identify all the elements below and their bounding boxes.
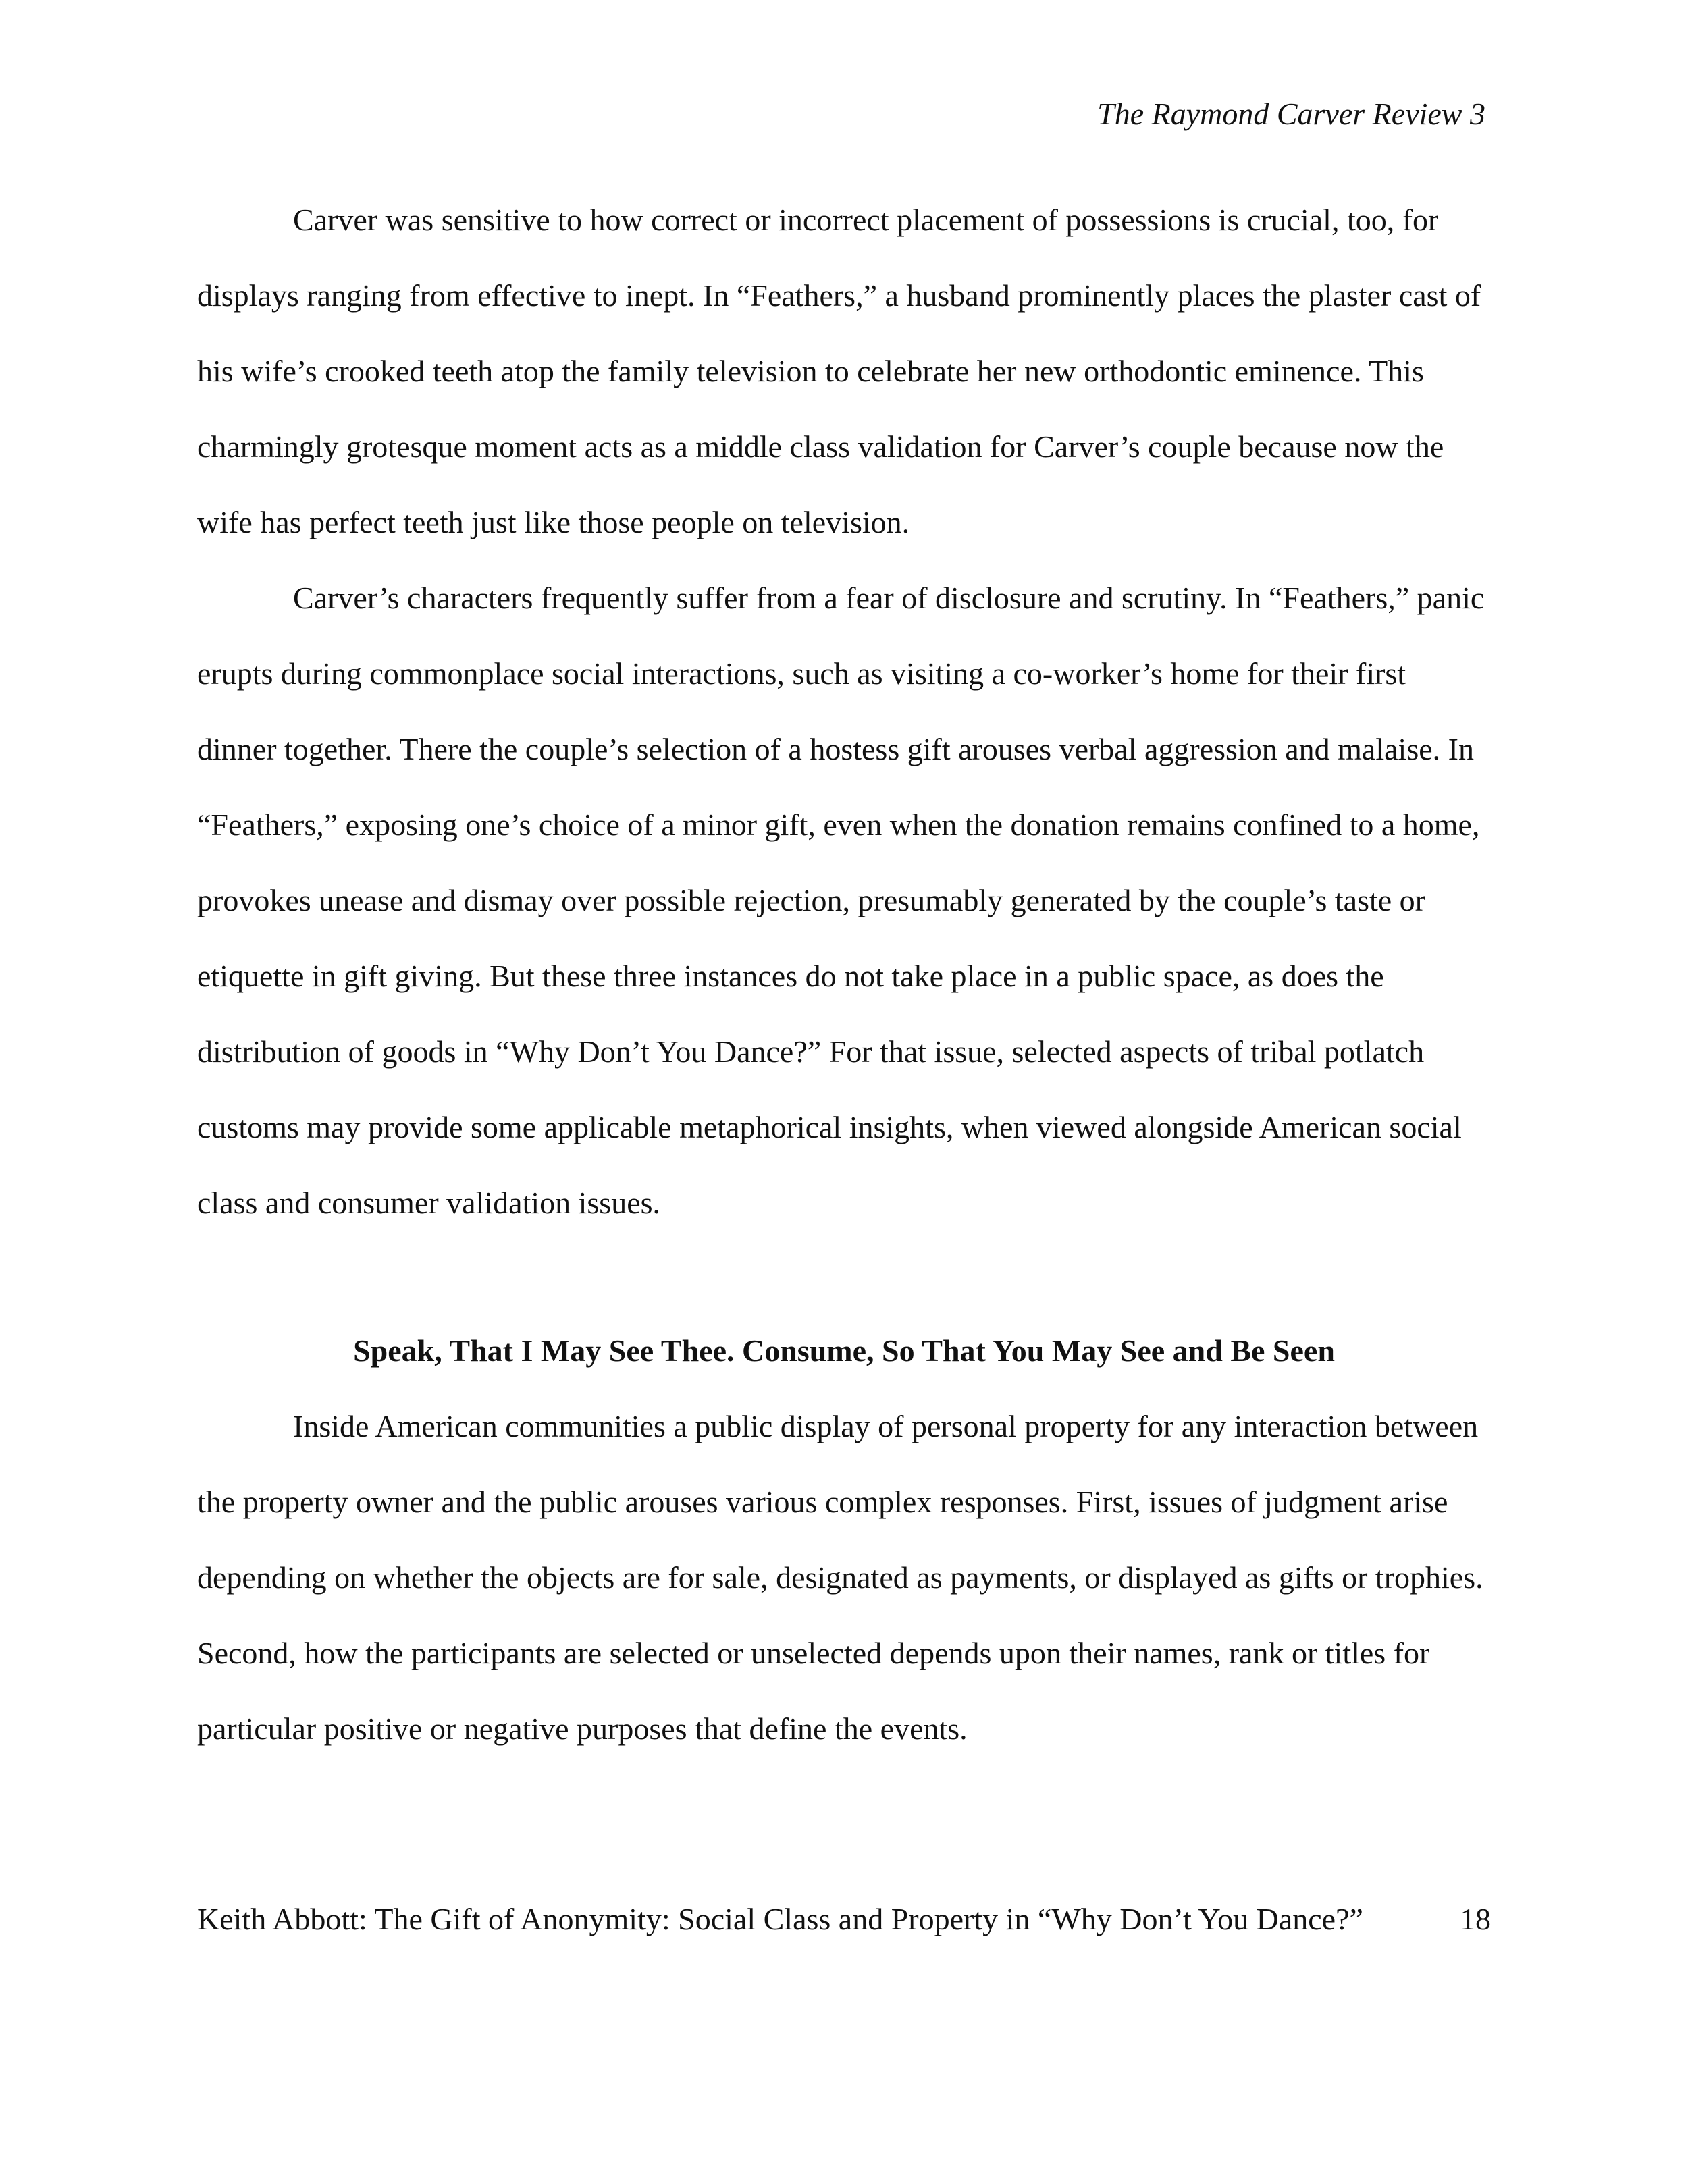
section-heading: Speak, That I May See Thee. Consume, So That You May See and Be Seen xyxy=(353,1333,1335,1368)
body-text-section-1 xyxy=(197,182,1491,1241)
page-footer xyxy=(197,1904,1491,1935)
paragraph-public-display: Inside American communities a public display of personal property for any interaction between the property owner and the public arouses various complex responses. First, issues of judgment arise depending on whether the objects are for sale, designated as payments, or displayed as gifts or trophies. Second, how the participants are selected or unselected depends upon their names, rank or titles for particular positive or negative purposes that define the events. xyxy=(197,1409,1483,1746)
paragraph-fear-of-disclosure: Carver’s characters frequently suffer from a fear of disclosure and scrutiny. In “Feathers,” panic erupts during commonplace social interactions, such as visiting a co-worker’s home for their first dinner together. There the couple’s selection of a hostess gift arouses verbal aggression and malaise. In “Feathers,” exposing one’s choice of a minor gift, even when the donation remains confined to a home, provokes unease and dismay over possible rejection, presumably generated by the couple’s taste or etiquette in gift giving. But these three instances do not take place in a public space, as does the distribution of goods in “Why Don’t You Dance?” For that issue, selected aspects of tribal potlatch customs may provide some applicable metaphorical insights, when viewed alongside American social class and consumer validation issues. xyxy=(197,581,1485,1220)
paragraph-placement-of-possessions: Carver was sensitive to how correct or incorrect placement of possessions is crucial, too, for displays ranging from effective to inept. In “Feathers,” a husband prominently places the plaster cast of his wife’s crooked teeth atop the family television to celebrate her new orthodontic eminence. This charmingly grotesque moment acts as a middle class validation for Carver’s couple because now the wife has perfect teeth just like those people on television. xyxy=(197,203,1481,539)
body-text-section-2 xyxy=(197,1389,1491,1767)
running-header-title: The Raymond Carver Review 3 xyxy=(1097,97,1485,131)
page-number: 18 xyxy=(1460,1902,1491,1936)
footer-citation: Keith Abbott: The Gift of Anonymity: Social Class and Property in “Why Don’t You Dance?” xyxy=(197,1902,1363,1936)
